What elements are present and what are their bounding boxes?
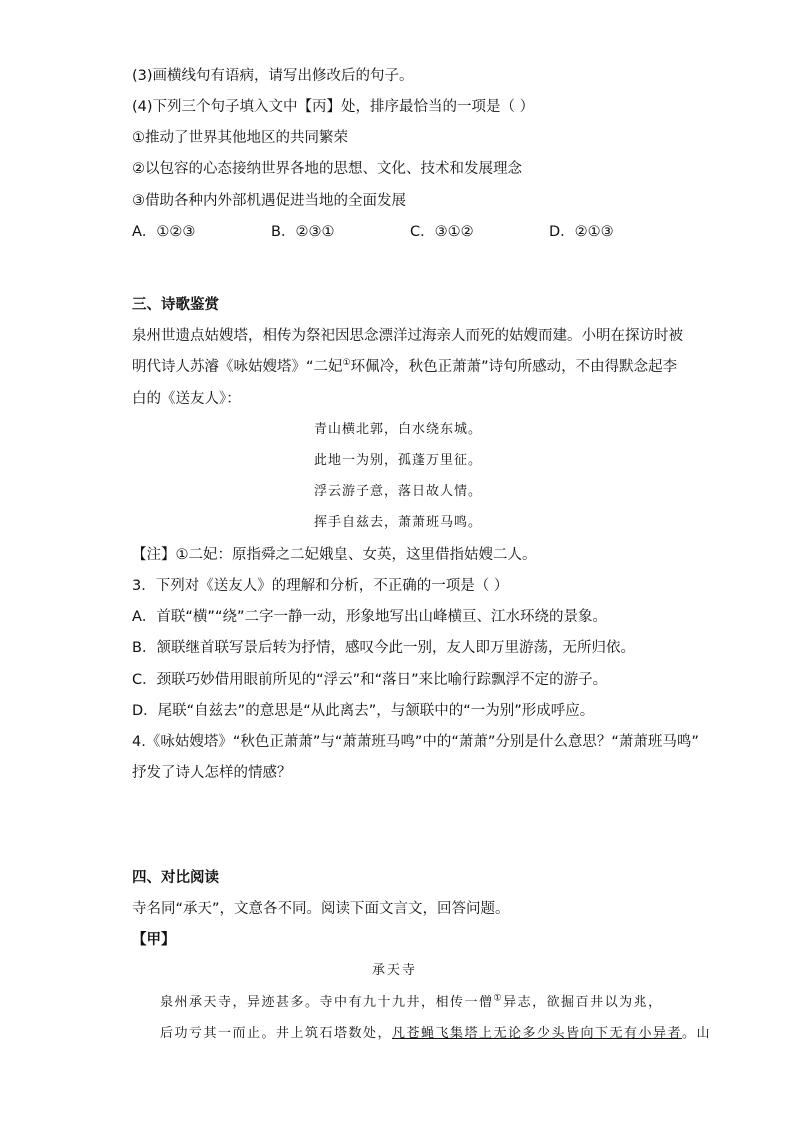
passage-jia-label: 【甲】 <box>132 932 176 948</box>
poem-note: 【注】①二妃：原指舜之二妃娥皇、女英，这里借指姑嫂二人。 <box>132 547 537 563</box>
options-row <box>132 222 688 242</box>
poem-line-2: 此地一为别，孤蓬万里征。 <box>314 453 483 468</box>
question-3-option-a: A．首联“横”“绕”二字一静一动，形象地写出山峰横亘、江水环绕的景象。 <box>132 609 607 625</box>
question-3-option-c: C．颈联巧妙借用眼前所见的“浮云”和“落日”来比喻行踪飘浮不定的游子。 <box>132 672 608 688</box>
section-3-heading: 三、诗歌鉴赏 <box>132 297 219 313</box>
section-4-intro: 寺名同“承天”，文意各不同。阅读下面文言文，回答问题。 <box>132 901 510 917</box>
question-3-option-d: D．尾联“自兹去”的意思是“从此离去”，与颔联中的“一为别”形成呼应。 <box>132 703 595 719</box>
option-c: C．③①② <box>410 224 474 240</box>
question-4-subpart: (4)下列三个句子填入文中【丙】处，排序最恰当的一项是（ ） <box>132 99 535 115</box>
footnote-marker: ① <box>342 358 351 369</box>
question-3-option-b: B．颔联继首联写景后转为抒情，感叹今此一别，友人即万里游荡，无所归依。 <box>132 640 635 656</box>
question-3: 3．下列对《送友人》的理解和分析，不正确的一项是（ ） <box>132 578 509 594</box>
poem-line-1: 青山横北郭，白水绕东城。 <box>314 422 483 437</box>
option-b: B．②③① <box>271 224 335 240</box>
section-3-intro-line-3: 白的《送友人》： <box>132 391 241 407</box>
question-4-line-1: 4.《咏姑嫂塔》“秋色正萧萧”与“萧萧班马鸣”中的“萧萧”分别是什么意思？“萧萧班马鸣” <box>132 734 699 750</box>
underlined-sentence: 凡苍蝇飞集塔上无论多少头皆向下无有小异者 <box>392 1026 683 1041</box>
passage-line-1: 泉州承天寺，异迹甚多。寺中有九十九井，相传一僧①异志，欲掘百井以为兆， <box>160 993 663 1010</box>
option-a: A．①②③ <box>132 224 196 240</box>
question-3-subpart: (3)画横线句有语病，请写出修改后的句子。 <box>132 68 414 84</box>
section-4-heading: 四、对比阅读 <box>132 870 219 886</box>
question-4-line-2: 抒发了诗人怎样的情感？ <box>132 765 292 781</box>
option-d: D．②①③ <box>549 224 614 240</box>
poem-line-3: 浮云游子意，落日故人情。 <box>314 484 483 499</box>
passage-title: 承天寺 <box>372 963 418 978</box>
sentence-1: ①推动了世界其他地区的共同繁荣 <box>132 130 348 146</box>
passage-line-2: 后功亏其一而止。井上筑石塔数处，凡苍蝇飞集塔上无论多少头皆向下无有小异者。山 <box>160 1026 712 1041</box>
section-3-intro-line-2: 明代诗人苏濬《咏姑嫂塔》“二妃①环佩冷，秋色正萧萧”诗句所感动，不由得默念起李 <box>132 358 678 375</box>
section-3-intro-line-1: 泉州世遗点姑嫂塔，相传为祭祀因思念漂洋过海亲人而死的姑嫂而建。小明在探访时被 <box>132 328 683 344</box>
sentence-2: ②以包容的心态接纳世界各地的思想、文化、技术和发展理念 <box>132 161 522 177</box>
sentence-3: ③借助各种内外部机遇促进当地的全面发展 <box>132 193 406 209</box>
poem-line-4: 挥手自兹去，萧萧班马鸣。 <box>314 515 483 530</box>
footnote-marker: ① <box>493 993 504 1004</box>
